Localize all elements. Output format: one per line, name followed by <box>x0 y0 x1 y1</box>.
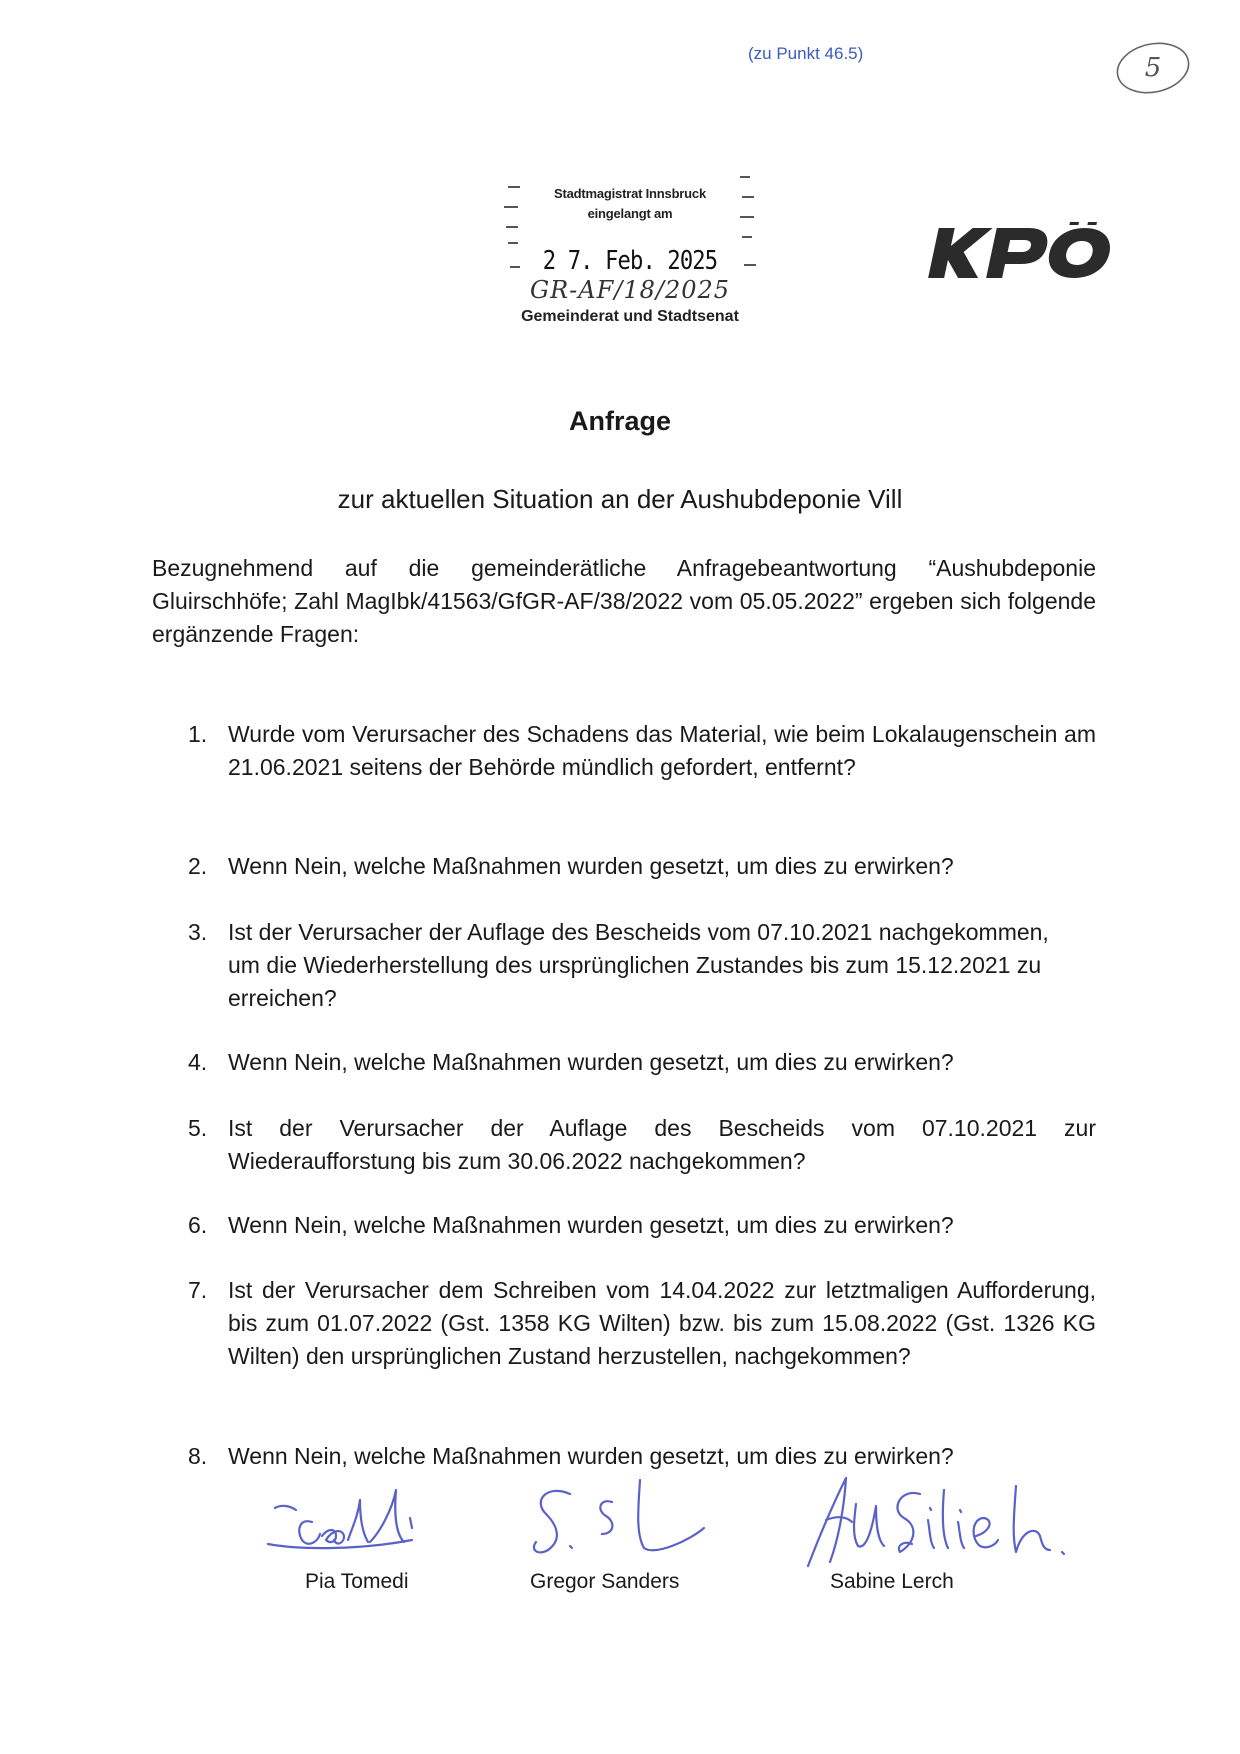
stamp-department: Gemeinderat und Stadtsenat <box>521 308 739 325</box>
question-text: Ist der Verursacher der Auflage des Bescheids vom 07.10.2021 nachgekommen, um die Wiederherstellung des ursprünglichen Zustandes bis zum 15.12.2021 zu erreichen? <box>228 919 1049 1011</box>
question-number: 7. <box>188 1277 208 1303</box>
question-number: 3. <box>188 919 208 945</box>
question-text: Ist der Verursacher der Auflage des Bescheids vom 07.10.2021 zur Wiederaufforstung bis zum 30.06.2022 nachgekommen? <box>228 1115 1096 1174</box>
signatory-name-2: Gregor Sanders <box>530 1570 680 1593</box>
agenda-note: (zu Punkt 46.5) <box>748 44 864 63</box>
document-title: Anfrage <box>568 406 671 436</box>
question-number: 2. <box>188 853 208 879</box>
signature-sanders <box>534 1480 704 1552</box>
question-2 <box>188 850 1096 883</box>
question-text: Wenn Nein, welche Maßnahmen wurden gesetzt, um dies zu erwirken? <box>228 1049 954 1075</box>
kpo-logo <box>926 222 1114 282</box>
stamp-reference: GR-AF/18/2025 <box>529 276 731 304</box>
signature-tomedi <box>268 1490 412 1548</box>
question-8 <box>188 1440 1096 1473</box>
signature-lerch <box>808 1478 1064 1566</box>
handwritten-page-number <box>1112 38 1194 98</box>
question-7 <box>188 1274 1096 1373</box>
question-number: 1. <box>188 721 208 747</box>
question-number: 6. <box>188 1212 208 1238</box>
intro-paragraph: Bezugnehmend auf die gemeinderätliche Anfragebeantwortung “Aushubdeponie Gluirschhöfe; Zahl MagIbk/41563/GfGR-AF/38/2022 vom 05.05.2022” ergeben sich folgende ergänzende Fragen: <box>152 555 1096 647</box>
question-4 <box>188 1046 1096 1079</box>
stamp-authority: Stadtmagistrat Innsbruck <box>554 186 706 201</box>
stamp-received-label: eingelangt am <box>587 206 673 221</box>
question-number: 4. <box>188 1049 208 1075</box>
question-text: Wenn Nein, welche Maßnahmen wurden gesetzt, um dies zu erwirken? <box>228 1443 954 1469</box>
signatory-name-3: Sabine Lerch <box>830 1570 954 1593</box>
receipt-stamp <box>500 168 760 338</box>
document-subtitle: zur aktuellen Situation an der Aushubdeponie Vill <box>337 484 903 514</box>
stamp-date: 2 7. Feb. 2025 <box>542 246 718 276</box>
question-text: Wenn Nein, welche Maßnahmen wurden gesetzt, um dies zu erwirken? <box>228 853 954 879</box>
question-text: Wurde vom Verursacher des Schadens das Material, wie beim Lokalaugenschein am 21.06.2021 seitens der Behörde mündlich gefordert, entfernt? <box>228 721 1096 780</box>
question-text: Wenn Nein, welche Maßnahmen wurden gesetzt, um dies zu erwirken? <box>228 1212 954 1238</box>
question-number: 5. <box>188 1115 208 1141</box>
signatory-name-1: Pia Tomedi <box>305 1570 409 1593</box>
question-1 <box>188 718 1096 784</box>
page-number-text: 5 <box>1144 53 1162 83</box>
question-number: 8. <box>188 1443 208 1469</box>
question-6 <box>188 1209 1096 1242</box>
question-5 <box>188 1112 1096 1178</box>
question-text: Ist der Verursacher dem Schreiben vom 14.04.2022 zur letztmaligen Aufforderung, bis zum 01.07.2022 (Gst. 1358 KG Wilten) bzw. bis zum 15.08.2022 (Gst. 1326 KG Wilten) den ursprünglichen Zustand herzustellen, nachgekommen? <box>228 1277 1096 1369</box>
question-3 <box>188 916 1068 1015</box>
